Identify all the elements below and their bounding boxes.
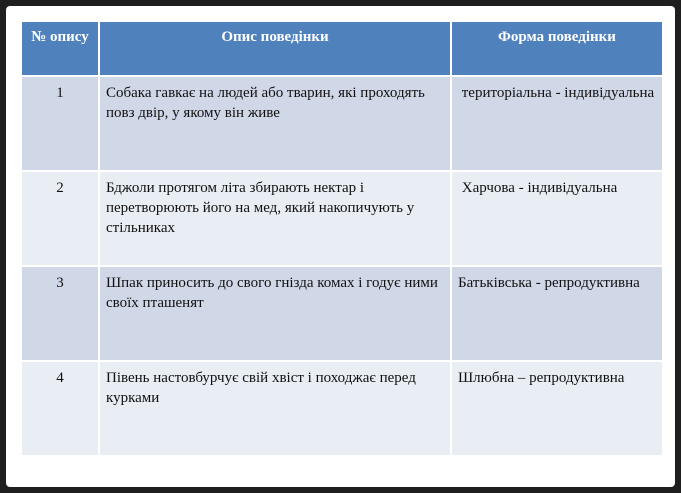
row-number: 2 [21,171,99,266]
behavior-table [20,20,664,457]
row-description: Собака гавкає на людей або тварин, які проходять повз двір, у якому він живе [99,76,451,171]
table-row [21,361,663,456]
row-number: 3 [21,266,99,361]
header-number: № опису [21,21,99,76]
table-row [21,171,663,266]
table-row [21,266,663,361]
header-description: Опис поведінки [99,21,451,76]
slide [6,6,675,487]
row-description: Шпак приносить до свого гнізда комах і годує ними своїх пташенят [99,266,451,361]
row-description: Бджоли протягом літа збирають нектар і перетворюють його на мед, який накопичують у стільниках [99,171,451,266]
row-form: Шлюбна – репродуктивна [451,361,663,456]
header-row [21,21,663,76]
table-row [21,76,663,171]
header-form: Форма поведінки [451,21,663,76]
row-number: 1 [21,76,99,171]
row-form: Харчова - індивідуальна [451,171,663,266]
row-form: Батьківська - репродуктивна [451,266,663,361]
row-description: Півень настовбурчує свій хвіст і походжає перед курками [99,361,451,456]
row-form: територіальна - індивідуальна [451,76,663,171]
row-number: 4 [21,361,99,456]
